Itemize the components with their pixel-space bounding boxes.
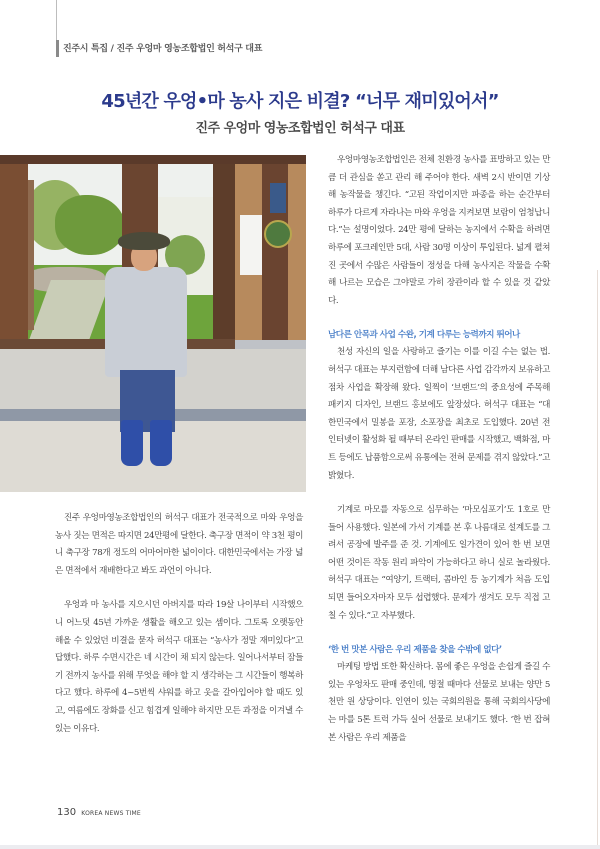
body-paragraph: 마케팅 방법 또한 확신하다. 몸에 좋은 우엉을 손쉽게 즐길 수 있는 우엉차도 판매 중인데, 명절 때마다 선물로 보내는 양만 5천만 원 상당이다. 인연이 있는 국회의원을 통해 국회의사당에는 마를 5톤 트럭 가득 실어 선물로 보내기도 했다. ‘한 번 잡혀 본 사람은 우리 제품을 (328, 662, 550, 743)
gate-emblem (264, 220, 292, 248)
article-subhead: 진주 우엉마 영농조합법인 허석구 대표 (195, 121, 405, 136)
publication-name: KOREA NEWS TIME (81, 810, 141, 817)
section-subheading: 남다른 안목과 사업 수완, 기계 다루는 능력까지 뛰어나 (328, 330, 520, 341)
person-figure (105, 267, 187, 377)
section-subheading: ‘한 번 맛본 사람은 우리 제품을 찾을 수밖에 없다’ (328, 645, 502, 656)
page-number: 130 (57, 807, 77, 818)
page-edge-rule (597, 270, 598, 849)
body-paragraph: 우엉마영농조합법인은 전체 친환경 농사를 표방하고 있는 만큼 더 관심을 쏟고 관리 해 주어야 한다. 새벽 2시 반이면 기상해 농작물을 챙긴다. “고된 작업이지만 파종을 하는 순간부터 하루가 다르게 자라나는 마와 우엉을 지켜보면 보람이 엄청납니다.”는 설명이었다. 24만 평에 달하는 농지에서 수확을 하려면 하루에 포크레인만 5대, 사람 30명 이상이 투입된다. 넓게 펼쳐진 곳에서 수많은 사람들이 정성을 다해 농사지은 작물을 수확해 나르는 모습은 그야말로 가히 장관이라 할 수 있을 것 같았다. (328, 155, 550, 306)
body-paragraph: 기계로 마모를 자동으로 심무하는 ‘마모심포기’도 1호로 만들어 사용했다. 일본에 가서 기계를 본 후 나름대로 설계도를 그려서 공장에 발주를 준 것. 기계에도 일가견이 있어 한 번 보면 어떤 것이든 작동 원리 파악이 가능하다고 하니 실로 놀라웠다. 허석구 대표는 “여양기, 트랙터, 콤바인 등 농기계가 처음 도입되면 들어오자마자 모두 섭렵했다. 문제가 생겨도 모두 직접 고칠 수 있다.”고 자부했다. (328, 505, 550, 621)
article-photo (0, 155, 306, 492)
left-column (55, 510, 303, 738)
section-label: 진주시 특집 / 진주 우엉마 영농조합법인 허석구 대표 (63, 44, 263, 54)
right-column (328, 152, 550, 747)
body-paragraph: 천성 자신의 일을 사랑하고 즐기는 이를 이길 수는 없는 법. 허석구 대표는 부지런함에 더해 남다른 사업 감각까지 보유하고 점차 사업을 확장해 왔다. 일찍이 ‘브랜드’의 중요성에 주목해 패키지 디자인, 브랜드 홍보에도 앞장섰다. 허석구 대표는 “대한민국에서 밀봉을 포장, 소포장을 최초로 도입했다. 20년 전 인터넷이 활성화 될 때부터 온라인 판매를 시작했고, 백화점, 마트 등에도 납품함으로써 유통에는 전혀 문제를 겪지 않았다.”고 밝혔다. (328, 347, 550, 481)
page-folio (57, 807, 141, 818)
body-paragraph: 우엉과 마 농사를 지으시던 아버지를 따라 19살 나이부터 시작했으니 어느덧 45년 가까운 생활을 해오고 있는 셈이다. 그토록 오랫동안 해올 수 있었던 비결을 묻자 허석구 대표는 “농사가 정말 재미있다”고 답했다. 하루 수면시간은 네 시간이 채 되지 않는다. 일어나서부터 잠들기 전까지 농사를 위해 무엇을 해야 할 지 생각하는 그 시간들이 행복하다고 했다. 하루에 4~5번씩 샤워를 하고 옷을 갈아입어야 할 때도 있고, 여름에도 장화를 신고 힘겹게 일해야 하지만 모든 과정을 이겨낼 수 있는 이유다. (55, 600, 303, 734)
gate-sign (270, 183, 286, 213)
article-headline: 45년간 우엉•마 농사 지은 비결? “너무 재미있어서” (101, 91, 499, 112)
section-marker-bar (56, 40, 59, 57)
page-bottom-edge (0, 845, 600, 849)
body-paragraph: 진주 우엉마영농조합법인의 허석구 대표가 전국적으로 마와 우엉을 농사 짓는 면적은 따지면 24만평에 달한다. 축구장 면적이 약 3천 평이니 축구장 78개 정도의 어마어마한 넓이이다. 대한민국에서는 가장 넓은 면적에서 재배한다고 봐도 과언이 아니다. (55, 513, 303, 576)
